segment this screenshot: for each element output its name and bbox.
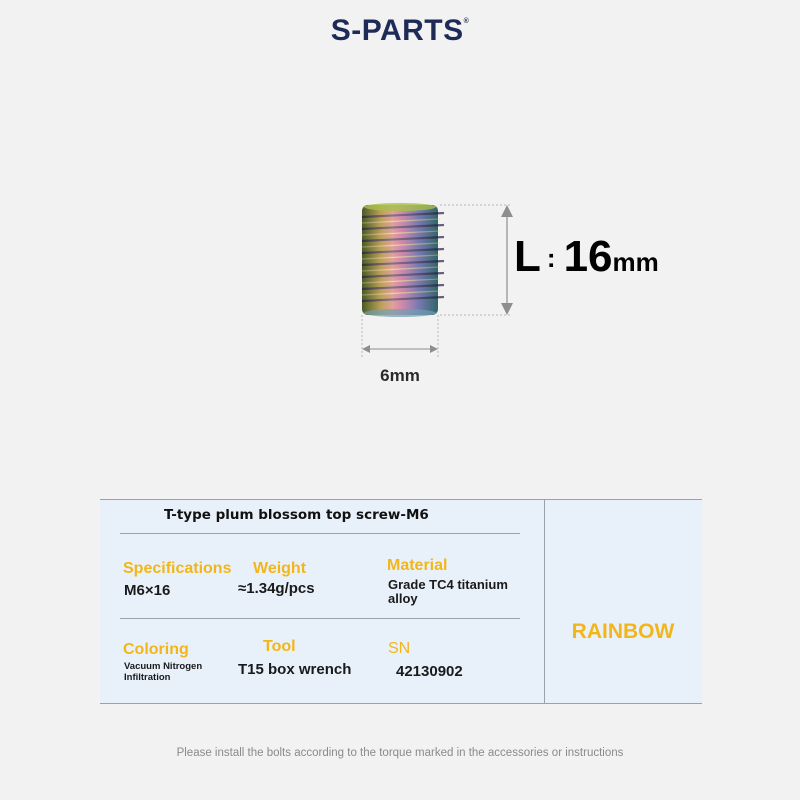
width-label: 6mm bbox=[380, 366, 420, 385]
material-value bbox=[388, 578, 508, 606]
brand-name: S-PARTS bbox=[330, 14, 464, 47]
length-label bbox=[514, 232, 659, 282]
coloring-value-line2: Infiltration bbox=[124, 672, 171, 683]
product-title: T-type plum blossom top screw-M6 bbox=[164, 507, 429, 523]
coloring-label: Coloring bbox=[123, 641, 189, 658]
screw-illustration bbox=[340, 185, 520, 360]
color-name: RAINBOW bbox=[571, 620, 675, 643]
material-value-line1: Grade TC4 titanium bbox=[388, 577, 508, 592]
specifications-label: Specifications bbox=[123, 560, 232, 577]
coloring-value bbox=[124, 661, 202, 683]
weight-label: Weight bbox=[253, 560, 307, 577]
sn-label: SN bbox=[388, 640, 411, 657]
material-label: Material bbox=[387, 557, 448, 574]
panel-divider bbox=[544, 500, 545, 703]
length-unit: mm bbox=[612, 247, 659, 277]
screw-body bbox=[362, 203, 444, 317]
install-note: Please install the bolts according to the torque marked in the accessories or instructions bbox=[176, 747, 624, 759]
length-dimension-arrow bbox=[501, 205, 513, 315]
length-colon: : bbox=[546, 243, 556, 273]
brand-logo bbox=[0, 14, 800, 48]
spec-panel bbox=[100, 499, 702, 704]
material-value-line2: alloy bbox=[388, 591, 418, 606]
width-dimension-arrow bbox=[362, 345, 438, 353]
weight-value: ≈1.34g/pcs bbox=[238, 580, 315, 597]
specifications-value: M6×16 bbox=[124, 582, 171, 599]
length-value: 16 bbox=[563, 232, 613, 281]
coloring-value-line1: Vacuum Nitrogen bbox=[124, 661, 203, 672]
registered-mark: ® bbox=[463, 18, 470, 25]
tool-value: T15 box wrench bbox=[238, 661, 352, 678]
panel-rule bbox=[120, 533, 520, 534]
sn-value: 42130902 bbox=[396, 663, 463, 680]
panel-rule bbox=[120, 618, 520, 619]
length-letter: L bbox=[514, 232, 541, 281]
tool-label: Tool bbox=[263, 638, 296, 655]
